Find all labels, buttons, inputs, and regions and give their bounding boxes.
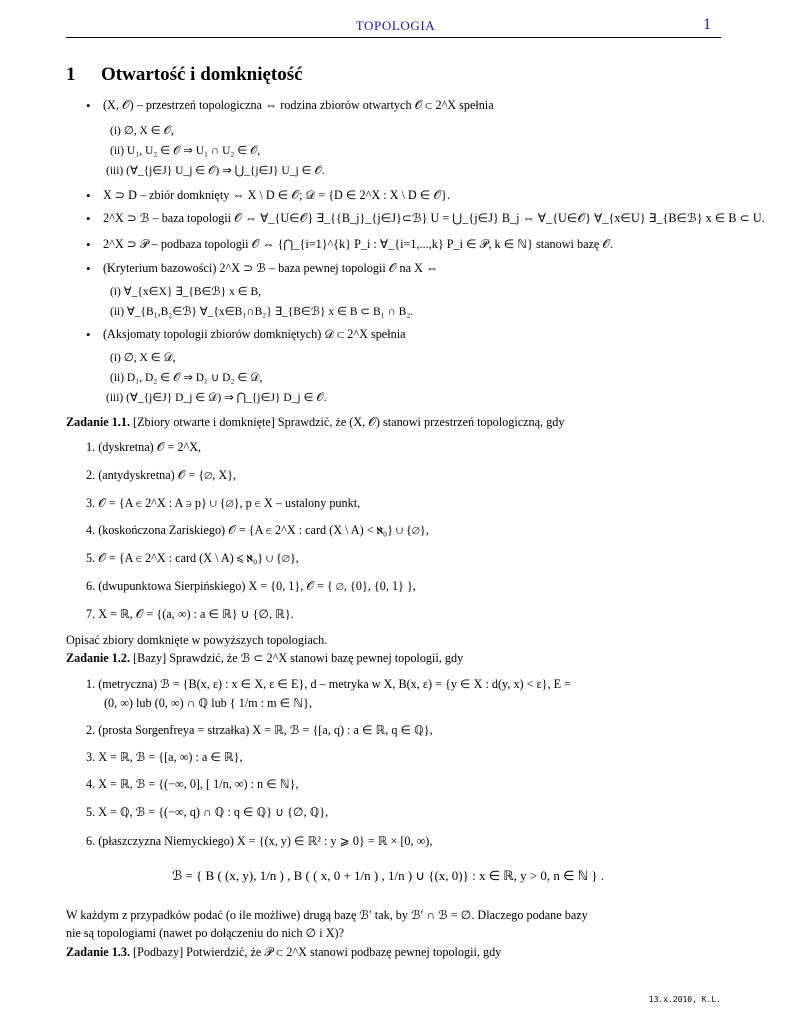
exercise-1-2-item-1: 1. (metryczna) ℬ = {B(x, ε) : x ∈ X, ε ∈ E}, d – metryka w X, B(x, ε) = {y ∈ X : d(y, x) < ε}, E = (86, 677, 571, 691)
exercise-1-1-item-3: 3. 𝒪 = {A ∈ 2^X : A ∋ p} ∪ {∅}, p ∈ X – ustalony punkt, (86, 496, 361, 510)
bullet-closed-axioms: (Aksjomaty topologii zbiorów domkniętych) 𝒟 ⊂ 2^X spełnia (103, 327, 406, 341)
bullet-closed-set: X ⊃ D – zbiór domknięty ⇔ X \ D ∈ 𝒪; 𝒟 = {D ∈ 2^X : X \ D ∈ 𝒪}. (103, 188, 451, 202)
bullet-marker: • (86, 188, 91, 203)
bullet-subbasis: 2^X ⊃ 𝒫 – podbaza topologii 𝒪 ⇔ {⋂_{i=1}^{k} P_i : ∀_{i=1,...,k} P_i ∈ 𝒫, k ∈ ℕ} stanowi bazę 𝒪. (103, 237, 614, 251)
bullet-marker: • (86, 211, 91, 226)
exercise-label: Zadanie 1.1. (66, 415, 130, 429)
exercise-1-2-item-6: 6. (płaszczyzna Niemyckiego) X = {(x, y) ∈ ℝ² : y ⩾ 0} = ℝ × [0, ∞), (86, 834, 433, 848)
running-header-title: TOPOLOGIA (355, 18, 436, 33)
exercise-1-3 (66, 945, 501, 960)
exercise-1-2 (66, 651, 463, 666)
exercise-1-2-item-2: 2. (prosta Sorgenfreya = strzałka) X = ℝ, ℬ = {[a, q) : a ∈ ℝ, q ∈ ℚ}, (86, 723, 433, 737)
header-rule (66, 37, 721, 38)
exercise-1-1-item-2: 2. (antydyskretna) 𝒪 = {∅, X}, (86, 468, 237, 482)
exercise-1-1-item-7: 7. X = ℝ, 𝒪 = {(a, ∞) : a ∈ ℝ} ∪ {∅, ℝ}. (86, 607, 294, 621)
exercise-1-1-item-5: 5. 𝒪 = {A ∈ 2^X : card (X \ A) ⩽ ℵ₀} ∪ {∅}, (86, 551, 299, 565)
exercise-label: Zadanie 1.2. (66, 651, 130, 665)
exercise-1-1-item-4: 4. (koskończona Zariskiego) 𝒪 = {A ∈ 2^X : card (X \ A) < ℵ₀} ∪ {∅}, (86, 523, 429, 537)
bullet-basis: 2^X ⊃ ℬ – baza topologii 𝒪 ⇔ ∀_{U∈𝒪} ∃_{{B_j}_{j∈J}⊂ℬ} U = ⋃_{j∈J} B_j ⇔ ∀_{U∈𝒪} ∀_{x∈U} ∃_{B∈ℬ} x ∈ B ⊂ U. (103, 211, 765, 225)
exercise-label: Zadanie 1.3. (66, 945, 130, 959)
exercise-1-1-item-6: 6. (dwupunktowa Sierpińskiego) X = {0, 1}, 𝒪 = { ∅, {0}, {0, 1} }, (86, 579, 416, 593)
closed-axiom-iii: (iii) (∀_{j∈J} D_j ∈ 𝒟) ⇒ ⋂_{j∈J} D_j ∈ 𝒪. (106, 392, 327, 404)
exercise-1-2-item-4: 4. X = ℝ, ℬ = {(−∞, 0], [ 1/n, ∞) : n ∈ ℕ}, (86, 777, 299, 791)
exercise-text: [Podbazy] Potwierdzić, że 𝒫 ⊂ 2^X stanowi podbazę pewnej topologii, gdy (133, 945, 502, 959)
niemycki-basis-formula: ℬ = { B ( (x, y), 1/n ) , B ( ( x, 0 + 1/n ) , 1/n ) ∪ {(x, 0)} : x ∈ ℝ, y > 0, n ∈ ℕ } . (172, 868, 605, 883)
section-number: 1 (66, 64, 76, 85)
exercise-1-1 (66, 415, 564, 430)
exercise-1-2-item-1-cont: (0, ∞) lub (0, ∞) ∩ ℚ lub { 1/m : m ∈ ℕ}, (104, 696, 312, 710)
basis-criterion-ii: (ii) ∀_{B₁,B₂∈ℬ} ∀_{x∈B₁∩B₂} ∃_{B∈ℬ} x ∈ B ⊂ B₁ ∩ B₂. (110, 306, 414, 318)
page-number: 1 (703, 16, 711, 33)
bullet-topological-space: (X, 𝒪) – przestrzeń topologiczna ⇔ rodzina zbiorów otwartych 𝒪 ⊂ 2^X spełnia (103, 98, 494, 112)
exercise-text: [Zbiory otwarte i domknięte] Sprawdzić, że (X, 𝒪) stanowi przestrzeń topologiczną, gdy (133, 415, 565, 429)
exercise-1-2-item-5: 5. X = ℚ, ℬ = {(−∞, q) ∩ ℚ : q ∈ ℚ} ∪ {∅, ℚ}, (86, 805, 329, 819)
exercise-1-1-item-1: 1. (dyskretna) 𝒪 = 2^X, (86, 440, 202, 454)
open-axiom-iii: (iii) (∀_{j∈J} U_j ∈ 𝒪) ⇒ ⋃_{j∈J} U_j ∈ 𝒪. (106, 165, 325, 177)
basis-criterion-i: (i) ∀_{x∈X} ∃_{B∈ℬ} x ∈ B, (110, 286, 262, 298)
bullet-marker: • (86, 327, 91, 342)
exercise-1-2-closing-1: W każdym z przypadków podać (o ile możliwe) drugą bazę ℬ′ tak, by ℬ′ ∩ ℬ = ∅. Dlaczego podane bazy (66, 908, 588, 922)
exercise-1-2-item-3: 3. X = ℝ, ℬ = {[a, ∞) : a ∈ ℝ}, (86, 750, 243, 764)
closed-axiom-ii: (ii) D₁, D₂ ∈ 𝒪 ⇒ D₁ ∪ D₂ ∈ 𝒟, (110, 372, 263, 384)
bullet-marker: • (86, 261, 91, 276)
open-axiom-ii: (ii) U₁, U₂ ∈ 𝒪 ⇒ U₁ ∩ U₂ ∈ 𝒪, (110, 145, 261, 157)
bullet-marker: • (86, 237, 91, 252)
exercise-1-1-closing: Opisać zbiory domknięte w powyższych topologiach. (66, 633, 328, 647)
closed-axiom-i: (i) ∅, X ∈ 𝒟, (110, 352, 176, 364)
exercise-1-2-closing-2: nie są topologiami (nawet po dołączeniu do nich ∅ i X)? (66, 926, 344, 940)
section-title: Otwartość i domkniętość (101, 64, 303, 85)
footer-date: 13.x.2010, K.L. (648, 995, 721, 1004)
open-axiom-i: (i) ∅, X ∈ 𝒪, (110, 125, 174, 137)
exercise-text: [Bazy] Sprawdzić, że ℬ ⊂ 2^X stanowi bazę pewnej topologii, gdy (133, 651, 464, 665)
bullet-basis-criterion: (Kryterium bazowości) 2^X ⊃ ℬ – baza pewnej topologii 𝒪 na X ⇔ (103, 261, 439, 275)
bullet-marker: • (86, 98, 91, 113)
